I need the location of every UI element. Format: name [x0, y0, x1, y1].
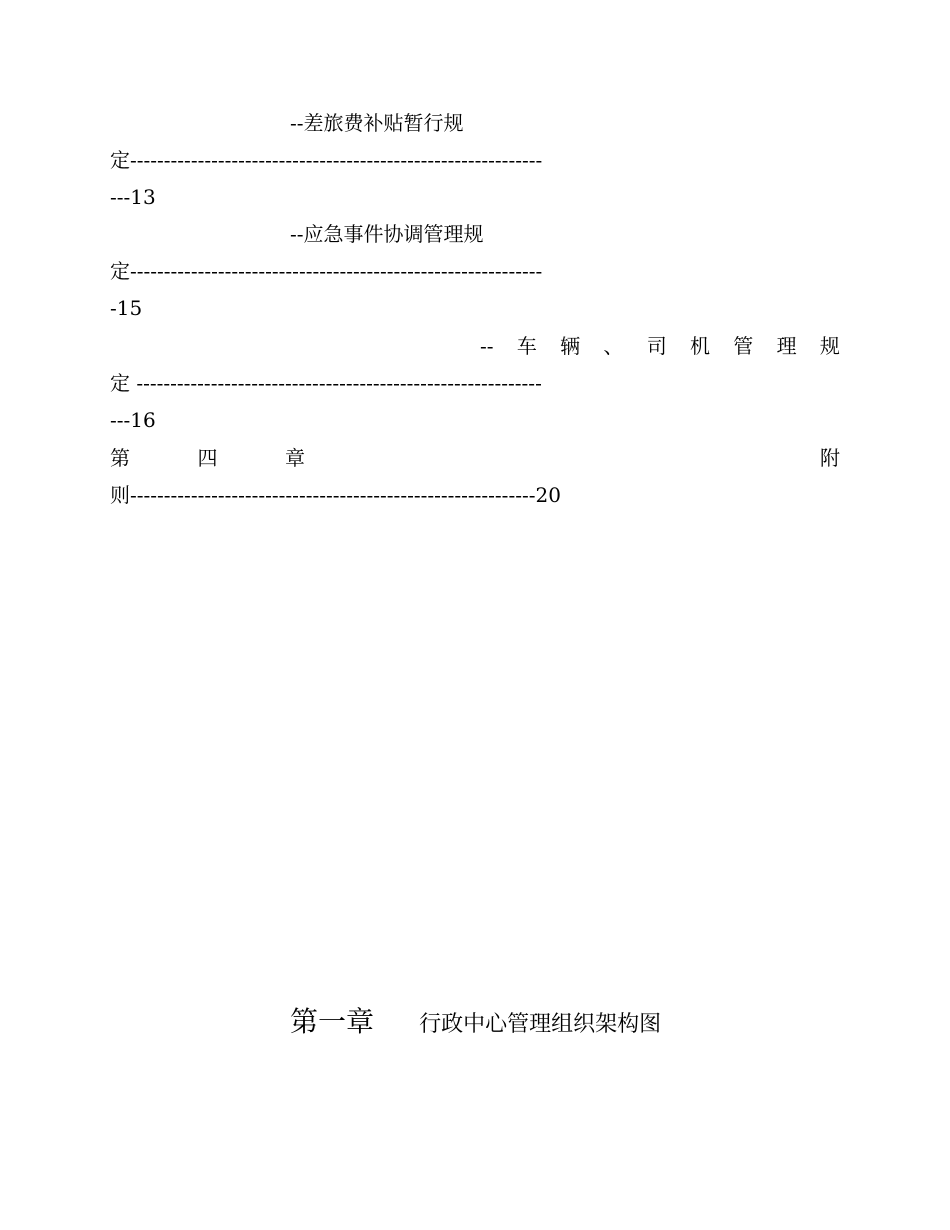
- toc-chapter4-label: [110, 445, 305, 471]
- toc-vehicle-title: [480, 333, 840, 359]
- toc-vehicle-title-part: 机: [690, 334, 710, 358]
- toc-chapter4-char: 四: [197, 446, 218, 470]
- toc-vehicle-page: ---16: [110, 408, 156, 432]
- toc-chapter4-char: 附: [820, 446, 840, 470]
- toc-chapter4-char: 章: [285, 446, 305, 470]
- toc-travel-page: ---13: [110, 185, 156, 209]
- toc-emergency-title: --应急事件协调管理规: [290, 222, 484, 246]
- toc-vehicle-title-part: 、: [603, 334, 624, 358]
- toc-vehicle-title-part: 辆: [560, 334, 581, 358]
- toc-emergency-leader: 定-------------------------------------------------------------: [110, 259, 543, 283]
- toc-vehicle-title-part: --: [480, 334, 494, 358]
- toc-chapter4-leader: 则------------------------------------------------------------20: [110, 483, 561, 507]
- chapter-heading: [290, 1004, 661, 1043]
- toc-chapter4-char: 第: [110, 446, 130, 470]
- toc-vehicle-title-part: 司: [646, 334, 667, 358]
- chapter-number: 第一章: [290, 1005, 375, 1038]
- toc-vehicle-title-part: 管: [733, 334, 754, 358]
- toc-travel-title: --差旅费补贴暂行规: [290, 111, 464, 135]
- toc-travel-leader: 定-------------------------------------------------------------: [110, 148, 543, 172]
- toc-vehicle-title-part: 规: [819, 334, 840, 358]
- toc-vehicle-title-part: 理: [776, 334, 797, 358]
- toc-vehicle-title-part: 车: [516, 334, 537, 358]
- toc-emergency-page: -15: [110, 296, 143, 320]
- toc-vehicle-leader: 定 ------------------------------------------------------------: [110, 371, 542, 395]
- toc-chapter4-title: [110, 445, 840, 471]
- chapter-title: 行政中心管理组织架构图: [419, 1012, 662, 1037]
